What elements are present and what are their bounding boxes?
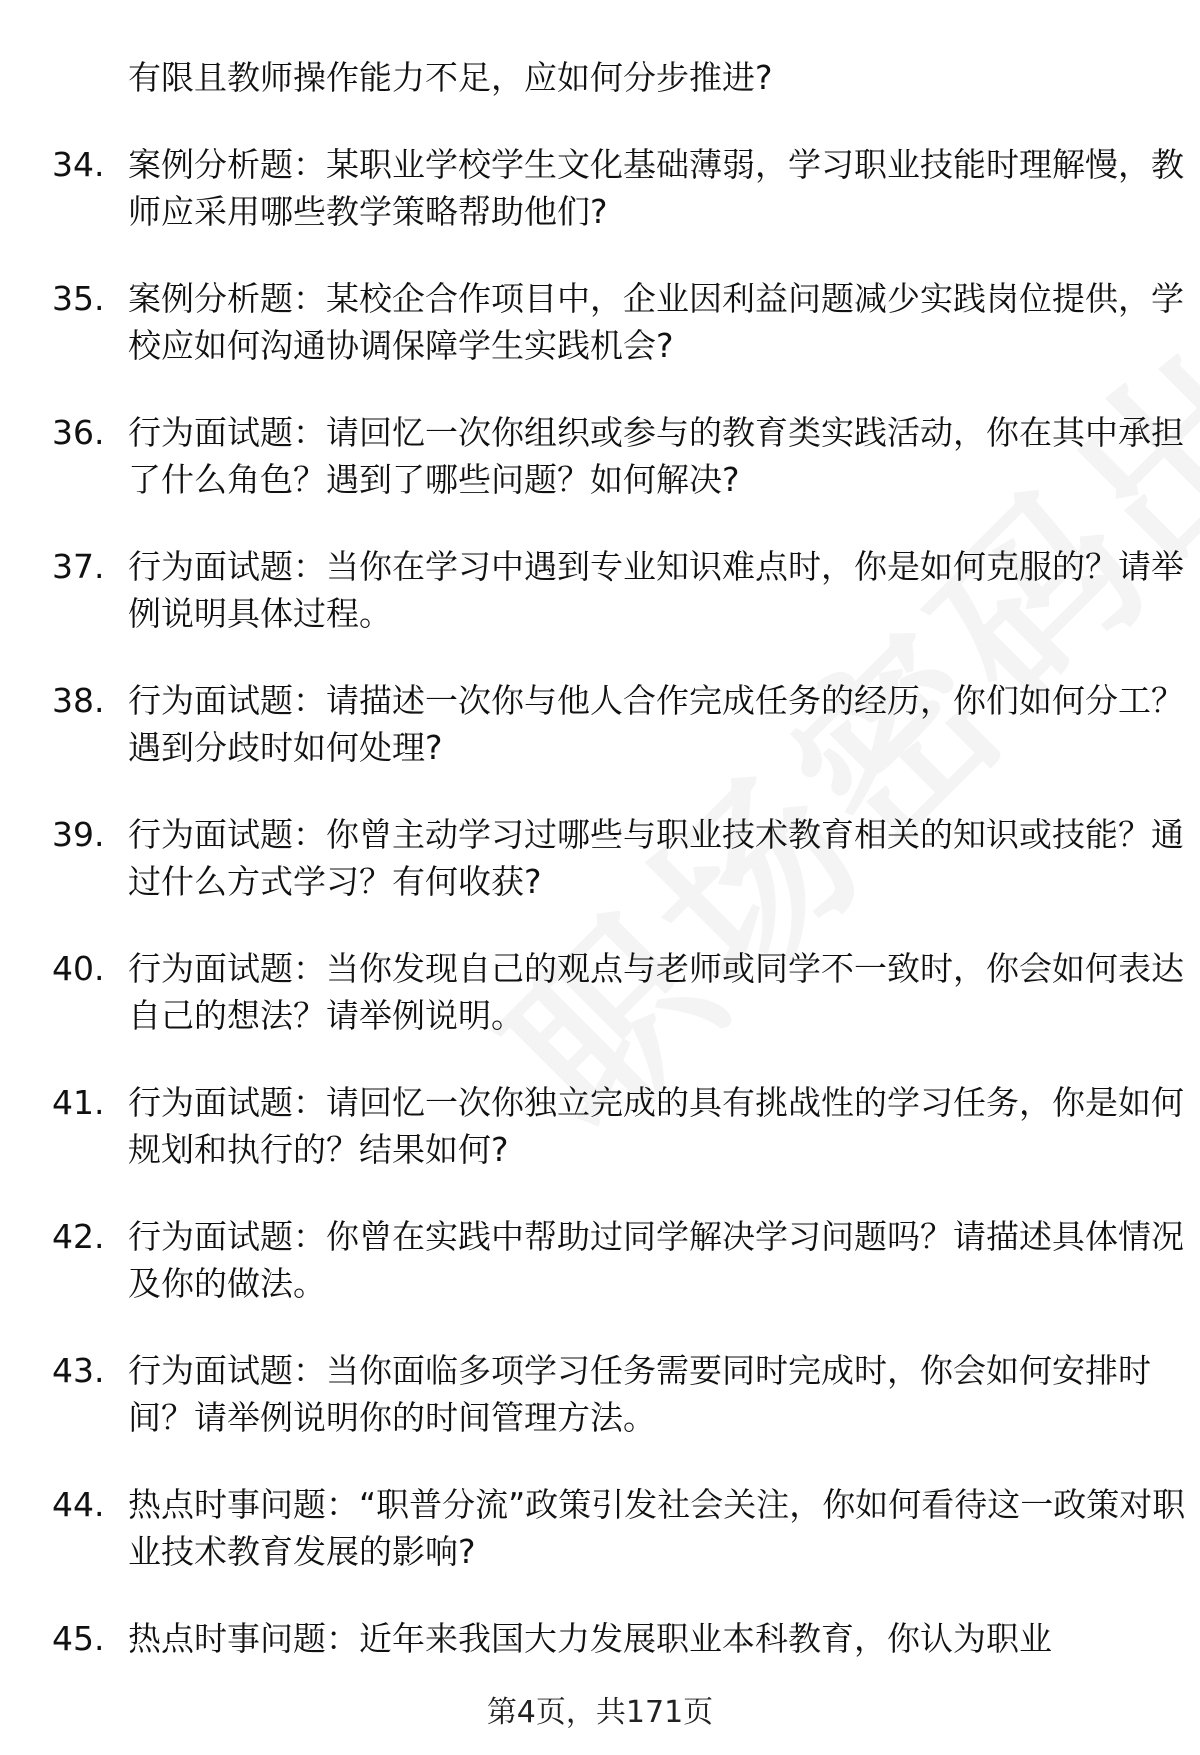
question-text: 案例分析题：某职业学校学生文化基础薄弱，学习职业技能时理解慢，教师应采用哪些教学策略帮助他们? <box>128 145 1184 231</box>
question-number: 36. <box>52 413 105 452</box>
question-item <box>52 141 1188 235</box>
question-text: 案例分析题：某校企合作项目中，企业因利益问题减少实践岗位提供，学校应如何沟通协调保障学生实践机会? <box>128 279 1184 365</box>
question-item <box>52 1347 1188 1441</box>
question-item <box>52 543 1188 637</box>
question-item <box>52 945 1188 1039</box>
question-number: 37. <box>52 547 105 586</box>
question-number: 35. <box>52 279 105 318</box>
question-item <box>52 677 1188 771</box>
question-number: 42. <box>52 1217 105 1256</box>
question-item <box>52 811 1188 905</box>
question-item <box>52 409 1188 503</box>
question-number: 39. <box>52 815 105 854</box>
question-item <box>52 1481 1188 1575</box>
question-item <box>52 275 1188 369</box>
question-text: 行为面试题：当你发现自己的观点与老师或同学不一致时，你会如何表达自己的想法？请举例说明。 <box>128 949 1184 1035</box>
question-text: 行为面试题：请回忆一次你独立完成的具有挑战性的学习任务，你是如何规划和执行的？结果如何? <box>128 1083 1184 1169</box>
question-text: 热点时事问题：近年来我国大力发展职业本科教育，你认为职业 <box>128 1619 1052 1658</box>
question-text: 行为面试题：请回忆一次你组织或参与的教育类实践活动，你在其中承担了什么角色？遇到了哪些问题？如何解决? <box>128 413 1184 499</box>
question-number: 44. <box>52 1485 105 1524</box>
question-number: 45. <box>52 1619 105 1658</box>
question-text: 行为面试题：当你面临多项学习任务需要同时完成时，你会如何安排时间？请举例说明你的时间管理方法。 <box>128 1351 1151 1437</box>
page-footer: 第4页，共171页 <box>486 1695 714 1730</box>
question-item <box>52 1213 1188 1307</box>
question-text: 热点时事问题：“职普分流”政策引发社会关注，你如何看待这一政策对职业技术教育发展的影响? <box>128 1485 1186 1571</box>
continued-question-text: 有限且教师操作能力不足，应如何分步推进? <box>128 58 773 97</box>
question-item <box>52 1615 1188 1662</box>
question-item <box>52 1079 1188 1173</box>
question-number: 38. <box>52 681 105 720</box>
question-number: 41. <box>52 1083 105 1122</box>
question-number: 34. <box>52 145 105 184</box>
question-list <box>52 54 1186 1702</box>
question-number: 40. <box>52 949 105 988</box>
question-number: 43. <box>52 1351 105 1390</box>
question-text: 行为面试题：你曾在实践中帮助过同学解决学习问题吗？请描述具体情况及你的做法。 <box>128 1217 1184 1303</box>
question-text: 行为面试题：当你在学习中遇到专业知识难点时，你是如何克服的？请举例说明具体过程。 <box>128 547 1184 633</box>
question-text: 行为面试题：你曾主动学习过哪些与职业技术教育相关的知识或技能？通过什么方式学习？有何收获? <box>128 815 1184 901</box>
question-text: 行为面试题：请描述一次你与他人合作完成任务的经历，你们如何分工？遇到分歧时如何处理? <box>128 681 1184 767</box>
items-container <box>52 141 1186 1662</box>
